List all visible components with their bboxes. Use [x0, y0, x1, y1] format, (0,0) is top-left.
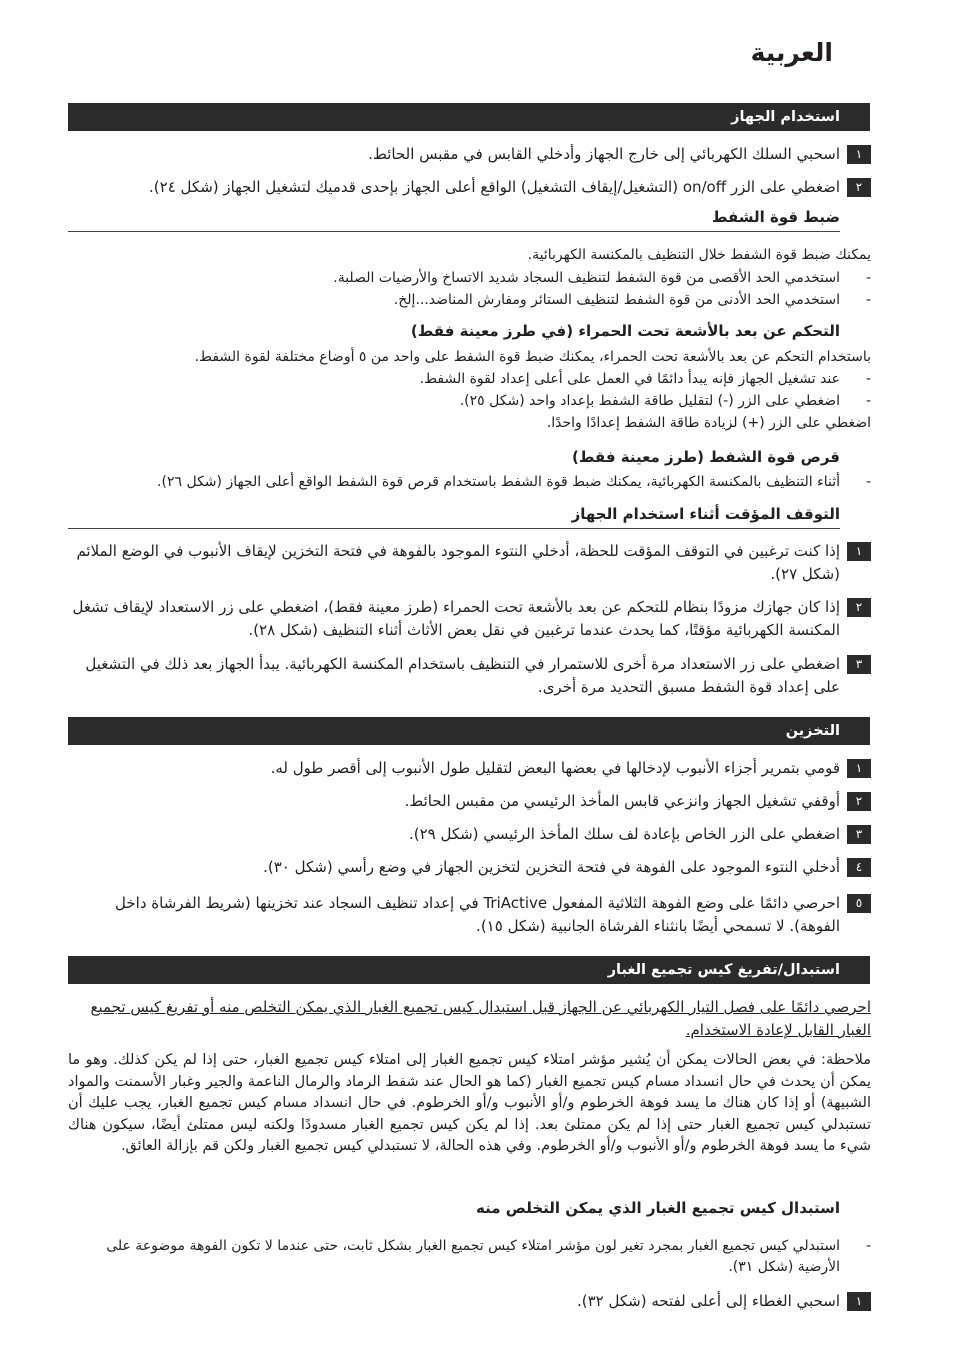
section-header-storage: التخزين — [68, 717, 870, 745]
step-number: ٢ — [847, 598, 871, 617]
step-number: ٢ — [847, 792, 871, 811]
step-text: إذا كنت ترغبين في التوقف المؤقت للحظة، أدخلي النتوء الموجود بالفوهة في فتحة التخزين لإيقاف الأنبوب في الوضع الملائم (شكل ٢٧). — [76, 542, 840, 583]
step-number: ١ — [847, 145, 871, 164]
bullet-text: عند تشغيل الجهاز فإنه يبدأ دائمًا في العمل على أعلى إعداد لقوة الشفط. — [419, 371, 840, 387]
bullet-dash: - — [865, 371, 871, 387]
step-text: قومي بتمرير أجزاء الأنبوب لإدخالها في بعضها البعض لتقليل طول الأنبوب إلى أقصر طول له. — [270, 759, 840, 777]
step-text: أوقفي تشغيل الجهاز وانزعي قابس المأخذ الرئيسي من مقبس الحائط. — [404, 792, 840, 810]
step-text: أدخلي النتوء الموجود على الفوهة في فتحة التخزين لتخزين الجهاز في وضع رأسي (شكل ٣٠). — [263, 858, 840, 876]
bullet-dash: - — [865, 1238, 871, 1254]
step-number: ١ — [847, 542, 871, 561]
step-number: ٢ — [847, 178, 871, 197]
step-number: ٣ — [847, 655, 871, 674]
note-text: ملاحظة: في بعض الحالات يمكن أن يُشير مؤشر امتلاء كيس تجميع الغبار إلى امتلاء كيس تجميع الغبار، حتى إذا لم يكن كذلك. وهو ما يمكن أن يحدث في حال انسداد مسام كيس تجميع الغبار (كما هو الحال عند شفط الرماد والرمال الناعمة والجير وغبار الأسمنت والمواد الشبيهة) أو إذا كان هناك ما يسد فوهة الخرطوم و/أو الأنبوب و/أو الخرطوم. في حال انسداد مسام كيس تجميع الغبار، يجب عليك أن تستبدلي كيس تجميع الغبار حتى إذا لم يكن ممتلئ بعد. إذا لم يكن كيس تجميع الغبار مسدودًا ولكنه ليس ممتلئ أيضًا، سيكون هناك شيء ما يسد فوهة الخرطوم و/أو الأنبوب و/أو الخرطوم. وفي هذه الحالة، لا تستبدلي كيس تجميع الغبار ولكن قم بإزالة العائق. — [68, 1052, 871, 1154]
bullet-dash: - — [865, 292, 871, 308]
bullet-text: أثناء التنظيف بالمكنسة الكهربائية، يمكنك ضبط قوة الشفط باستخدام قرص قوة الشفط الواقع أعلى الجهاز (شكل ٢٦). — [157, 474, 840, 490]
bullet-dash: - — [865, 393, 871, 409]
bullet-dash: - — [865, 474, 871, 490]
step-text: اضغطي على الزر on/off (التشغيل/إيقاف التشغيل) الواقع أعلى الجهاز بإحدى قدميك لتشغيل الجهاز (شكل ٢٤). — [149, 178, 840, 196]
language-title: العربية — [750, 38, 833, 67]
warning-text: احرصي دائمًا على فصل التيار الكهربائي عن الجهاز قبل استبدال كيس تجميع الغبار الذي يمكن التخلص منه أو تفريغ كيس تجميع الغبار القابل لإعادة الاستخدام. — [90, 998, 871, 1039]
bullet-dash: - — [865, 270, 871, 286]
paragraph: اضغطي على الزر (+) لزيادة طاقة الشفط إعدادًا واحدًا. — [546, 415, 871, 431]
section-header-dustbag: استبدال/تفريغ كيس تجميع الغبار — [68, 956, 870, 984]
subheading-power: ضبط قوة الشفط — [68, 208, 840, 232]
subheading-disc: قرص قوة الشفط (طرز معينة فقط) — [571, 448, 840, 466]
step-number: ٤ — [847, 858, 871, 877]
paragraph: باستخدام التحكم عن بعد بالأشعة تحت الحمراء، يمكنك ضبط قوة الشفط على واحد من ٥ أوضاع مختلفة لقوة الشفط. — [194, 349, 871, 365]
step-text: إذا كان جهازك مزودًا بنظام للتحكم عن بعد بالأشعة تحت الحمراء (طرز معينة فقط)، اضغطي على زر الاستعداد لإيقاف تشغل المكنسة الكهربائية مؤقتًا، كما يحدث عندما ترغبين في نقل بعض الأثاث أثناء التنظيف (شكل ٢٨). — [72, 598, 840, 639]
bullet-text: استخدمي الحد الأدنى من قوة الشفط لتنظيف الستائر ومفارش المناضد...إلخ. — [393, 292, 840, 308]
step-number: ٥ — [847, 894, 871, 913]
subheading-ir: التحكم عن بعد بالأشعة تحت الحمراء (في طرز معينة فقط) — [410, 322, 840, 340]
step-number: ٣ — [847, 825, 871, 844]
step-number: ١ — [847, 759, 871, 778]
subheading-disposable: استبدال كيس تجميع الغبار الذي يمكن التخلص منه — [476, 1199, 840, 1217]
bullet-text: اضغطي على الزر (-) لتقليل طاقة الشفط بإعداد واحد (شكل ٢٥). — [459, 393, 840, 409]
bullet-text: استخدمي الحد الأقصى من قوة الشفط لتنظيف السجاد شديد الاتساخ والأرضيات الصلبة. — [333, 270, 840, 286]
subheading-pause: التوقف المؤقت أثناء استخدام الجهاز — [68, 505, 840, 529]
step-text: اسحبي الغطاء إلى أعلى لفتحه (شكل ٣٢). — [576, 1292, 840, 1310]
step-text: اضغطي على الزر الخاص بإعادة لف سلك المأخذ الرئيسي (شكل ٢٩). — [408, 825, 840, 843]
section-header-use: استخدام الجهاز — [68, 103, 870, 131]
paragraph: يمكنك ضبط قوة الشفط خلال التنظيف بالمكنسة الكهربائية. — [527, 247, 871, 263]
step-text: اسحبي السلك الكهربائي إلى خارج الجهاز وأدخلي القابس في مقبس الحائط. — [368, 145, 840, 163]
step-number: ١ — [847, 1292, 871, 1311]
bullet-text: استبدلي كيس تجميع الغبار بمجرد تغير لون مؤشر امتلاء كيس تجميع الغبار بشكل ثابت، حتى عندما لا تكون الفوهة موضوعة على الأرضية (شكل ٣١). — [106, 1238, 840, 1275]
step-text: اضغطي على زر الاستعداد مرة أخرى للاستمرار في التنظيف باستخدام المكنسة الكهربائية. يبدأ الجهاز بعد ذلك في التشغيل على إعداد قوة الشفط مسبق التحديد مرة أخرى. — [85, 655, 840, 696]
step-text: احرصي دائمًا على وضع الفوهة الثلاثية المفعول TriActive في إعداد تنظيف السجاد عند تخزينها (شريط الفرشاة داخل الفوهة). لا تسمحي أيضًا بانثناء الفرشاة الجانبية (شكل ١٥). — [115, 894, 840, 935]
